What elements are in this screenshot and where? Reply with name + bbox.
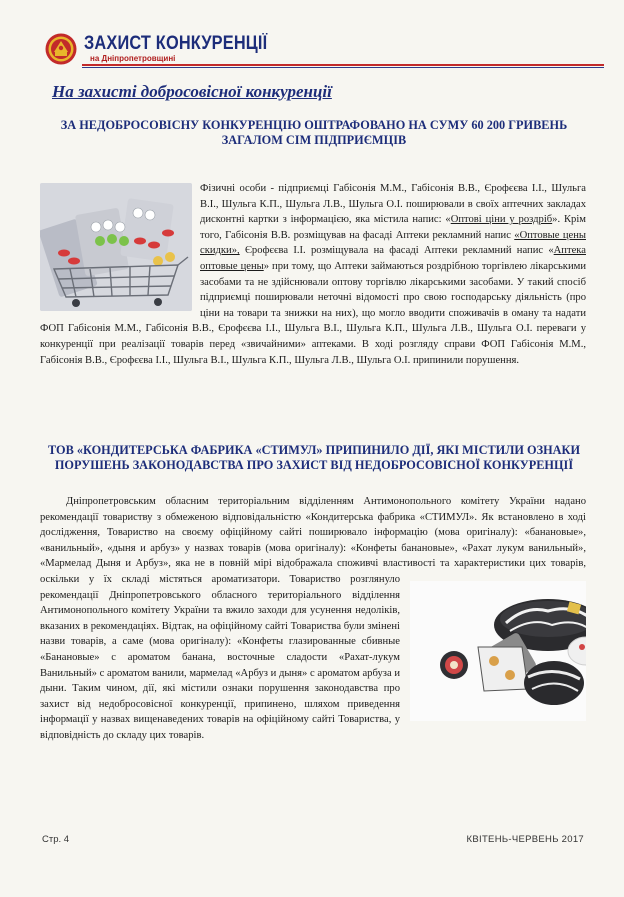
article1-text-d: » при тому, що Аптеки займаються роздрібною торгівлею лікарськими засобами та не здійснювали оптову торгівлю лікарськими засобами. У такий спосіб підприємці поширювали неточні відомості про свою господарську діяльність (про ціни на товари та знижки на них), що могло вводити споживачів в оману та надати ФОП Габісонія М.М., Габісонія В.В., Єрофєєва І.І., Шульга В.І., Шульга К.П., Шульга Л.В., Шульга О.І. переваги у конкуренції при реалізації товарів перед «звичайними» аптеками. В ході розгляду справи ФОП Габісонія М.М., Габісонія В.В., Єрофєєва І.І., Шульга В.І., Шульга К.П., Шульга Л.В., Шульга О.І. припинили порушення. — [40, 260, 586, 366]
article1-text-b: ». Крім того, Габісонія В.В. розміщував на фасаді Аптеки рекламний напис — [200, 214, 586, 241]
article1-body — [40, 181, 586, 368]
emblem-icon — [44, 32, 78, 66]
article2-body — [40, 494, 586, 744]
pills-cart-image — [40, 183, 192, 311]
article1-text-a: Фізичні особи - підприємці Габісонія М.М., Габісонія В.В., Єрофєєва І.І., Шульга В.І., Шульга К.П., Шульга Л.В., Шульга О.І. поширювали в своїх аптечних закладах дисконтні картки з інформацією, яка містила напис: « — [200, 183, 586, 226]
page-number: Стр. 4 — [42, 834, 70, 845]
sweets-image — [410, 581, 586, 721]
article1-text-c: Єрофєєва І.І. розміщувала на фасаді Аптеки рекламний напис « — [239, 245, 554, 257]
masthead-divider — [82, 64, 604, 66]
masthead — [44, 30, 604, 70]
article2-headline: ТОВ «КОНДИТЕРСЬКА ФАБРИКА «СТИМУЛ» ПРИПИНИЛО ДІЇ, ЯКІ МІСТИЛИ ОЗНАКИ ПОРУШЕНЬ ЗАКОНОДАВСТВА ПРО ЗАХИСТ ВІД НЕДОБРОСОВІСНОЇ КОНКУРЕНЦІЇ — [47, 443, 581, 472]
article1-quote-pharmacy-wholesale: Аптека оптовые цены — [200, 245, 586, 272]
article2-paragraph: Дніпропетровським обласним територіальним відділенням Антимонопольного комітету України надано рекомендації товариству з обмеженою відповідальністю «Кондитерська фабрика «СТИМУЛ». Як встановлено в ході дослідження, Товариство на своєму офіційному сайті поширювало інформацію (мова оригіналу): «банановые», «ванильный», «дыня и арбуз» у назвах товарів (мова оригіналу): «Конфеты банановые», «Рахат лукум ванильный», «Мармелад Дыня и Арбуз», яка не в повній мірі відображала споживчі властивості та характеристики цих товарів, оскільки у їх складі містяться ароматизатори. Товариство розглянуло рекомендації Дніпропетровського обласного територіального відділення Антимонопольного комітету України та вжило заходи для усунення недоліків, вказаних в рекомендаціях. Відтак, на офіційному сайті Товариства були змінені назви товарів, а саме (мова оригіналу): «Конфеты глазированные сбивные «Банановые» с ароматом банана, восточные сладости «Рахат-лукум Ванильный» с ароматом ванили, мармелад «Арбуз и дыня» с ароматом арбуза и дыни. Таким чином, дії, які містили ознаки порушення законодавства про захист від недобросовісної конкуренції, припинено, шляхом приведення інформації у назвах вищенаведених товарів на офіційному сайті Товариства, у відповідність до складу цих товарів. — [40, 496, 586, 741]
issue-date: КВІТЕНЬ-ЧЕРВЕНЬ 2017 — [466, 834, 584, 845]
section-title: На захисті добросовісної конкуренції — [52, 82, 332, 101]
article1-quote-wholesale-retail: Оптові ціни у роздріб — [450, 214, 553, 226]
masthead-title: ЗАХИСТ КОНКУРЕНЦІЇ — [84, 33, 268, 54]
masthead-divider-secondary — [82, 67, 604, 68]
masthead-subtitle: на Дніпропетровщині — [90, 54, 176, 63]
article1-headline: ЗА НЕДОБРОСОВІСНУ КОНКУРЕНЦІЮ ОШТРАФОВАНО НА СУМУ 60 200 ГРИВЕНЬ ЗАГАЛОМ СІМ ПІДПРИЄМЦІВ — [60, 118, 568, 147]
article1-quote-wholesale-discounts: «Оптовые цены скидки», — [200, 229, 586, 257]
